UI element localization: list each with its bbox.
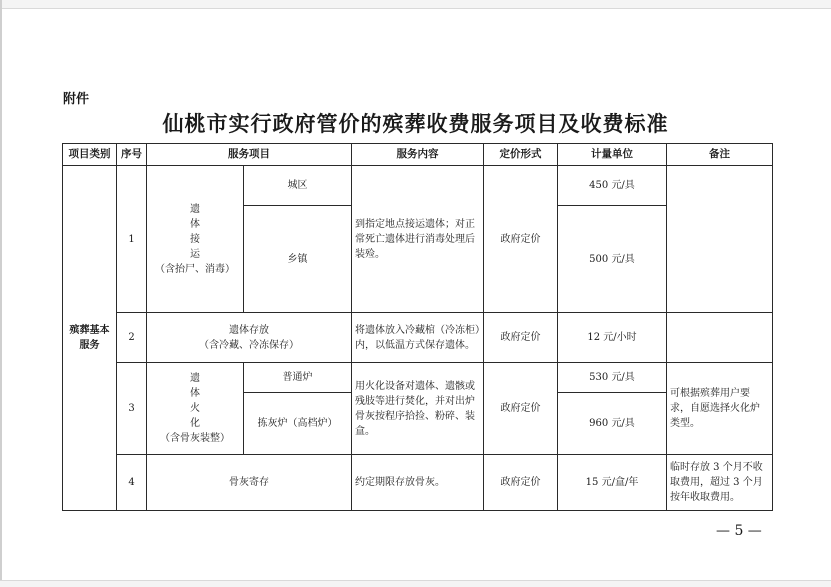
unit-cell: 12 元/小时 [558,313,667,363]
viewer-top-edge [0,0,831,9]
item-char: 体 [190,218,200,230]
unit-cell: 450 元/具 [558,166,667,206]
header-row [63,144,773,166]
document-title: 仙桃市实行政府管价的殡葬收费服务项目及收费标准 [162,111,669,136]
category-cell [63,166,117,511]
item-char: 化 [190,418,200,429]
seq-cell: 4 [117,455,147,511]
viewer-left-edge [0,0,2,586]
attachment-label: 附件 [63,92,90,107]
remark-cell [667,166,773,313]
table-row [63,363,773,393]
fee-standard-table [62,143,773,511]
header-pricing-form: 定价形式 [484,144,558,166]
sub-item-cell: 普通炉 [244,363,352,393]
pricing-cell: 政府定价 [484,363,558,455]
item-note: （含抬尸、消毒） [155,263,235,275]
category-text: 殡葬基本服务 [69,325,110,351]
unit-cell: 960 元/具 [558,393,667,455]
seq-cell: 1 [117,166,147,313]
remark-cell [667,313,773,363]
item-char: 接 [190,233,200,245]
sub-item-cell: 乡镇 [244,206,352,313]
item-cell [147,363,244,455]
item-char: 遗 [190,203,200,215]
content-cell: 约定期限存放骨灰。 [352,455,484,511]
item-char: 运 [190,248,200,260]
item-char: 体 [190,388,200,399]
header-service-item: 服务项目 [147,144,352,166]
table-row [63,313,773,363]
header-unit: 计量单位 [558,144,667,166]
unit-cell: 15 元/盒/年 [558,455,667,511]
pricing-cell: 政府定价 [484,455,558,511]
item-note: （含冷藏、冷冻保存） [199,339,299,351]
item-cell [147,166,244,313]
item-note: （含骨灰装整） [160,433,230,444]
item-char: 火 [190,403,200,414]
item-cell: 骨灰寄存 [147,455,352,511]
header-category: 项目类别 [63,144,117,166]
page-number: — 5 — [716,523,762,539]
item-char: 遗 [190,373,200,384]
content-cell: 将遗体放入冷藏棺（冷冻柜）内，以低温方式保存遗体。 [352,313,484,363]
remark-cell: 临时存放 3 个月不收取费用，超过 3 个月按年收取费用。 [667,455,773,511]
header-remarks: 备注 [667,144,773,166]
header-content: 服务内容 [352,144,484,166]
remark-cell: 可根据殡葬用户要求，自愿选择火化炉类型。 [667,363,773,455]
seq-cell: 2 [117,313,147,363]
item-cell [147,313,352,363]
item-text: 遗体存放 [229,324,269,336]
content-cell: 用火化设备对遗体、遗骸或残肢等进行焚化，并对出炉骨灰按程序拾捡、粉碎、装盒。 [352,363,484,455]
sub-item-cell: 城区 [244,166,352,206]
pricing-cell: 政府定价 [484,313,558,363]
seq-cell: 3 [117,363,147,455]
unit-cell: 530 元/具 [558,363,667,393]
table-row [63,455,773,511]
sub-item-cell: 拣灰炉（高档炉） [244,393,352,455]
content-cell: 到指定地点接运遗体；对正常死亡遗体进行消毒处理后装殓。 [352,166,484,313]
header-seq: 序号 [117,144,147,166]
pricing-cell: 政府定价 [484,166,558,313]
unit-cell: 500 元/具 [558,206,667,313]
table-row [63,166,773,206]
